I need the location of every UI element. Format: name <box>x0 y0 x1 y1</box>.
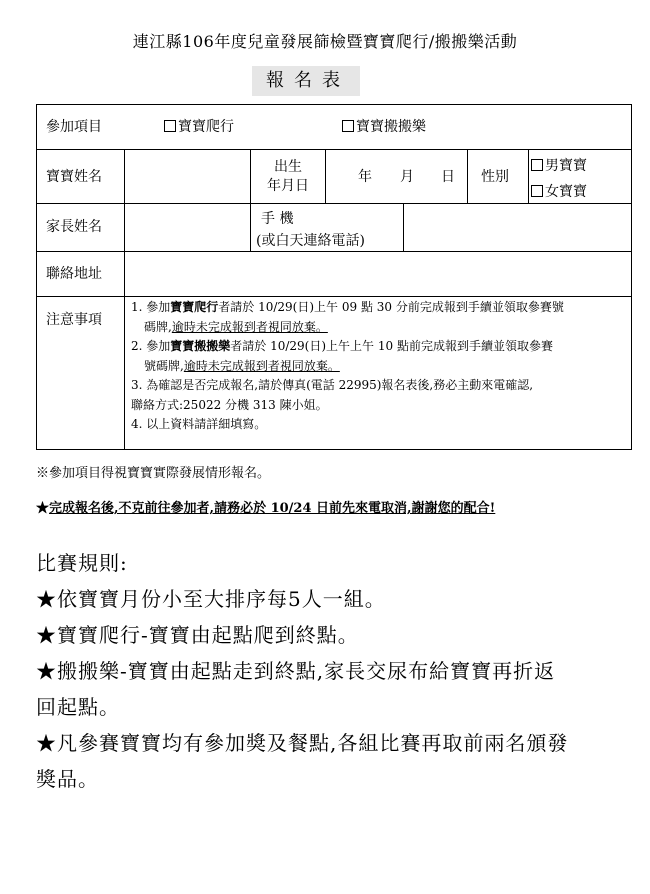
rule-4: ★凡參賽寶寶均有參加獎及餐點,各組比賽再取前兩名頒發 <box>36 731 569 755</box>
day-label: 日 <box>441 169 455 185</box>
event-label: 參加項目 <box>46 119 102 135</box>
note-1-part-d: 碼牌, <box>144 319 172 334</box>
gender-girl-label: 女寶寶 <box>545 184 587 200</box>
form-title: 報名表 <box>252 66 360 96</box>
rule-4-cont: 獎品。 <box>36 767 99 791</box>
note-1 <box>131 298 631 318</box>
footnote: ※參加項目得視寶寶實際發展情形報名。 <box>36 466 271 481</box>
birth-label-line1: 出生 <box>274 159 302 175</box>
note-2 <box>131 337 631 357</box>
parent-name-field[interactable] <box>126 204 249 250</box>
cancel-warning <box>36 497 495 516</box>
gender-boy-option[interactable] <box>531 157 587 175</box>
gender-girl-option[interactable] <box>531 183 587 201</box>
option-crawl-label: 寶寶爬行 <box>178 119 234 135</box>
address-field[interactable] <box>126 252 630 295</box>
note-3-cont: 聯絡方式:25022 分機 313 陳小姐。 <box>131 397 328 412</box>
warning-star: ★ <box>36 501 50 516</box>
rule-3: ★搬搬樂-寶寶由起點走到終點,家長交尿布給寶寶再折返 <box>36 659 556 683</box>
note-3: 3. 為確認是否完成報名,請於傳真(電話 22995)報名表後,務必主動來電確認, <box>131 378 534 392</box>
note-2-part-d: 號碼牌, <box>144 358 184 373</box>
note-2-part-e: 逾時未完成報到者視同放棄。 <box>183 358 340 373</box>
parent-name-label: 家長姓名 <box>46 219 102 235</box>
baby-name-field[interactable] <box>126 150 249 202</box>
note-1-part-e: 逾時未完成報到者視同放棄。 <box>171 319 328 334</box>
phone-label-line2: (或白天連絡電話) <box>256 233 365 249</box>
note-2-part-c: 者請於 10/29(日)上午上午 10 點前完成報到手續並領取參賽 <box>230 339 553 353</box>
option-carry-label: 寶寶搬搬樂 <box>356 119 426 135</box>
note-2-cont <box>131 357 631 377</box>
rule-2: ★寶寶爬行-寶寶由起點爬到終點。 <box>36 623 359 647</box>
note-2-part-a: 2. 參加 <box>131 339 171 353</box>
address-label: 聯絡地址 <box>46 266 102 282</box>
phone-field[interactable] <box>405 204 630 250</box>
notes-label: 注意事項 <box>46 312 102 328</box>
carry-checkbox[interactable] <box>342 120 354 132</box>
note-1-event: 寶寶爬行 <box>170 300 219 314</box>
note-1-part-a: 1. 參加 <box>131 300 171 314</box>
birth-label-line2: 年月日 <box>267 178 309 194</box>
note-4: 4. 以上資料請詳細填寫。 <box>131 417 267 431</box>
rule-1: ★依寶寶月份小至大排序每5人一組。 <box>36 587 386 611</box>
notes-list <box>131 298 631 435</box>
boy-checkbox[interactable] <box>531 159 543 171</box>
note-2-event: 寶寶搬搬樂 <box>170 339 231 353</box>
crawl-checkbox[interactable] <box>164 120 176 132</box>
option-carry[interactable] <box>342 118 426 136</box>
competition-rules <box>36 545 568 797</box>
baby-name-label: 寶寶姓名 <box>46 169 102 185</box>
girl-checkbox[interactable] <box>531 185 543 197</box>
note-1-cont <box>131 318 631 338</box>
gender-label: 性別 <box>481 169 509 185</box>
phone-label-line1: 手 機 <box>261 211 294 227</box>
month-label: 月 <box>400 169 414 185</box>
option-crawl[interactable] <box>164 118 234 136</box>
document-title: 連江縣106年度兒童發展篩檢暨寶寶爬行/搬搬樂活動 <box>132 32 518 51</box>
warning-text: 完成報名後,不克前往參加者,請務必於 10/24 日前先來電取消,謝謝您的配合! <box>49 501 496 516</box>
rule-3-cont: 回起點。 <box>36 695 120 719</box>
gender-boy-label: 男寶寶 <box>545 158 587 174</box>
note-1-part-c: 者請於 10/29(日)上午 09 點 30 分前完成報到手續並領取參賽號 <box>218 300 564 314</box>
rules-heading: 比賽規則: <box>36 551 128 575</box>
year-label: 年 <box>358 169 372 185</box>
